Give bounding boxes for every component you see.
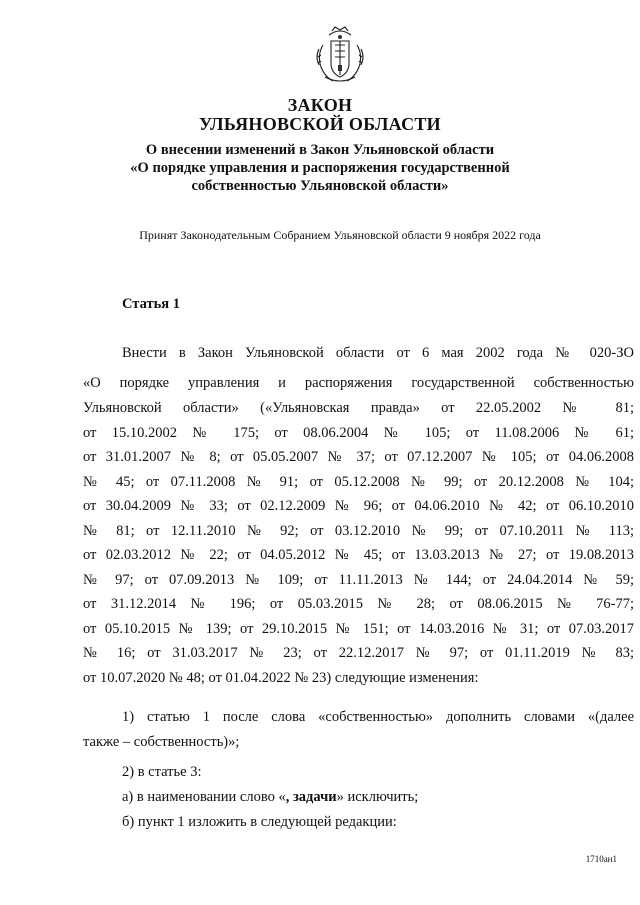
- body-line: от 02.03.2012 № 22; от 04.05.2012 № 45; от 13.03.2013 № 27; от 19.08.2013: [83, 547, 634, 563]
- body-line: «О порядке управления и распоряжения государственной собственностью: [83, 375, 634, 391]
- subtitle-line-2: «О порядке управления и распоряжения государственной: [130, 160, 510, 176]
- body-line: № 81; от 12.11.2010 № 92; от 03.12.2010 № 99; от 07.10.2011 № 113;: [83, 523, 634, 539]
- body-line: от 31.12.2014 № 196; от 05.03.2015 № 28; от 08.06.2015 № 76-77;: [83, 596, 634, 612]
- body-line: от 05.10.2015 № 139; от 29.10.2015 № 151; от 14.03.2016 № 31; от 07.03.2017: [83, 621, 634, 637]
- body-line: от 15.10.2002 № 175; от 08.06.2004 № 105; от 11.08.2006 № 61;: [83, 425, 634, 441]
- adoption-note: Принят Законодательным Собранием Ульяновской области 9 ноября 2022 года: [139, 228, 541, 242]
- item-2b: б) пункт 1 изложить в следующей редакции:: [122, 814, 397, 830]
- item-1-line-1: 1) статью 1 после слова «собственностью» дополнить словами «(далее: [122, 709, 634, 725]
- coat-of-arms-emblem: [309, 25, 371, 87]
- document-code: 1710ан1: [585, 854, 617, 864]
- item-2a-text: а) в наименовании слово «: [122, 789, 286, 805]
- body-line: от 30.04.2009 № 33; от 02.12.2009 № 96; от 04.06.2010 № 42; от 06.10.2010: [83, 498, 634, 514]
- body-line: № 97; от 07.09.2013 № 109; от 11.11.2013 № 144; от 24.04.2014 № 59;: [83, 572, 634, 588]
- body-line: от 10.07.2020 № 48; от 01.04.2022 № 23) следующие изменения:: [83, 670, 479, 686]
- body-line: Внести в Закон Ульяновской области от 6 мая 2002 года № 020-ЗО: [122, 345, 634, 361]
- item-1-line-2: также – собственность)»;: [83, 734, 240, 750]
- item-2a-bold: , задачи: [285, 789, 337, 805]
- body-line: № 45; от 07.11.2008 № 91; от 05.12.2008 № 99; от 20.12.2008 № 104;: [83, 474, 634, 490]
- body-line: Ульяновской области» («Ульяновская правда» от 22.05.2002 № 81;: [83, 400, 634, 416]
- subtitle-line-1: О внесении изменений в Закон Ульяновской области: [145, 142, 495, 158]
- item-2: 2) в статье 3:: [122, 764, 202, 780]
- article-heading: Статья 1: [122, 296, 180, 312]
- item-2a: [122, 787, 634, 807]
- body-line: № 16; от 31.03.2017 № 23; от 22.12.2017 № 97; от 01.11.2019 № 83;: [83, 645, 634, 661]
- body-line: от 31.01.2007 № 8; от 05.05.2007 № 37; от 07.12.2007 № 105; от 04.06.2008: [83, 449, 634, 465]
- law-title: ЗАКОН: [287, 95, 353, 115]
- item-2a-text-end: » исключить;: [336, 789, 419, 805]
- subtitle-line-3: собственностью Ульяновской области»: [191, 178, 449, 194]
- law-region-title: УЛЬЯНОВСКОЙ ОБЛАСТИ: [199, 114, 441, 134]
